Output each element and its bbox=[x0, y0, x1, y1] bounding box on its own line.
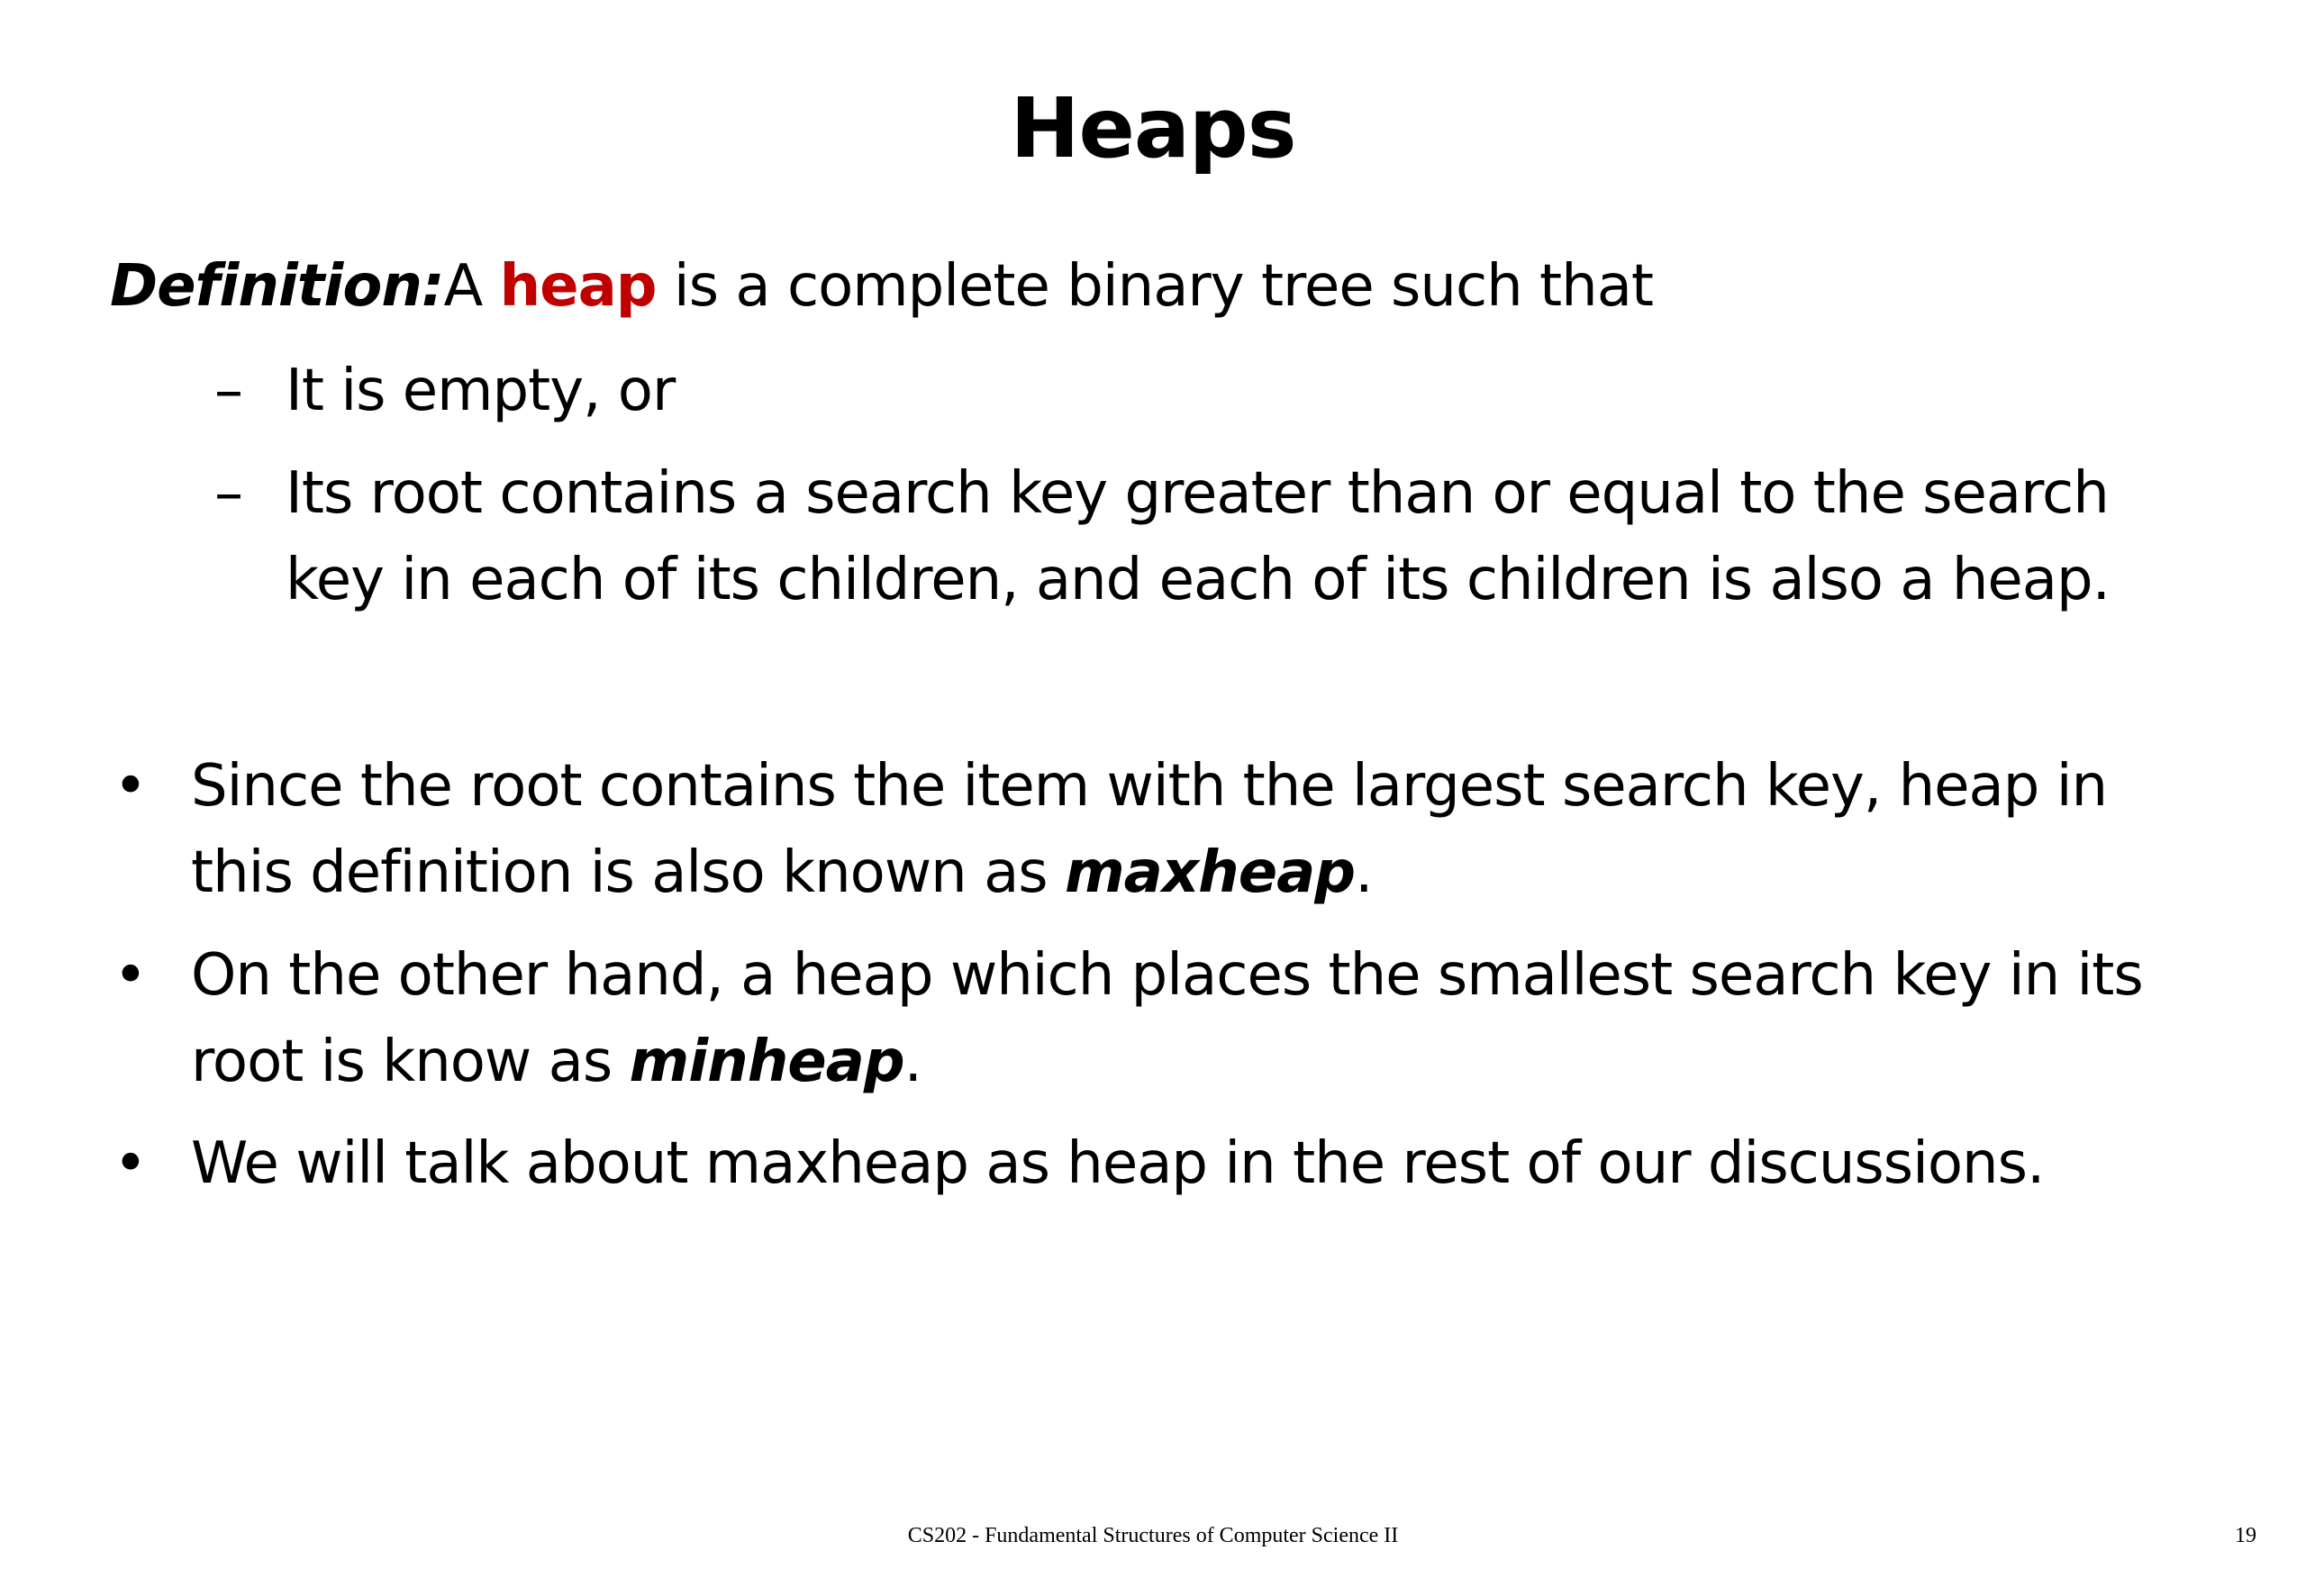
bullet-maxheap-line2 bbox=[191, 837, 1372, 909]
sub-item-marker: – bbox=[214, 460, 243, 527]
bullet-maxheap-suffix: . bbox=[1355, 839, 1373, 906]
slide-title: Heaps bbox=[1010, 80, 1296, 177]
bullet-marker: • bbox=[113, 1130, 148, 1197]
slide-footer: CS202 - Fundamental Structures of Computer Science II bbox=[907, 1524, 1399, 1547]
definition-prefix: A bbox=[443, 253, 500, 320]
bullet-minheap-line2 bbox=[191, 1026, 921, 1098]
bullet-maxheap-line1: Since the root contains the item with the largest search key, heap in bbox=[191, 753, 2108, 820]
definition-label: Definition: bbox=[110, 253, 444, 320]
bullet-marker: • bbox=[113, 753, 148, 820]
sub-item-root-line2: key in each of its children, and each of its children is also a heap. bbox=[286, 547, 2110, 613]
definition-term: heap bbox=[499, 253, 657, 320]
bullet-maxheap-prefix: this definition is also known as bbox=[191, 839, 1065, 906]
page-number: 19 bbox=[2235, 1524, 2256, 1547]
definition-line bbox=[110, 250, 1653, 322]
minheap-term: minheap bbox=[629, 1029, 904, 1095]
maxheap-term: maxheap bbox=[1064, 839, 1356, 906]
sub-item-empty: It is empty, or bbox=[286, 358, 676, 424]
bullet-minheap-line1: On the other hand, a heap which places the smallest search key in its bbox=[191, 942, 2143, 1009]
bullet-discussion: We will talk about maxheap as heap in the rest of our discussions. bbox=[191, 1130, 2045, 1197]
bullet-minheap-prefix: root is know as bbox=[191, 1029, 630, 1095]
bullet-minheap-suffix: . bbox=[903, 1029, 921, 1095]
bullet-marker: • bbox=[113, 942, 148, 1009]
sub-item-marker: – bbox=[214, 358, 243, 424]
sub-item-root-line1: Its root contains a search key greater than or equal to the search bbox=[286, 460, 2109, 527]
definition-rest: is a complete binary tree such that bbox=[656, 253, 1653, 320]
